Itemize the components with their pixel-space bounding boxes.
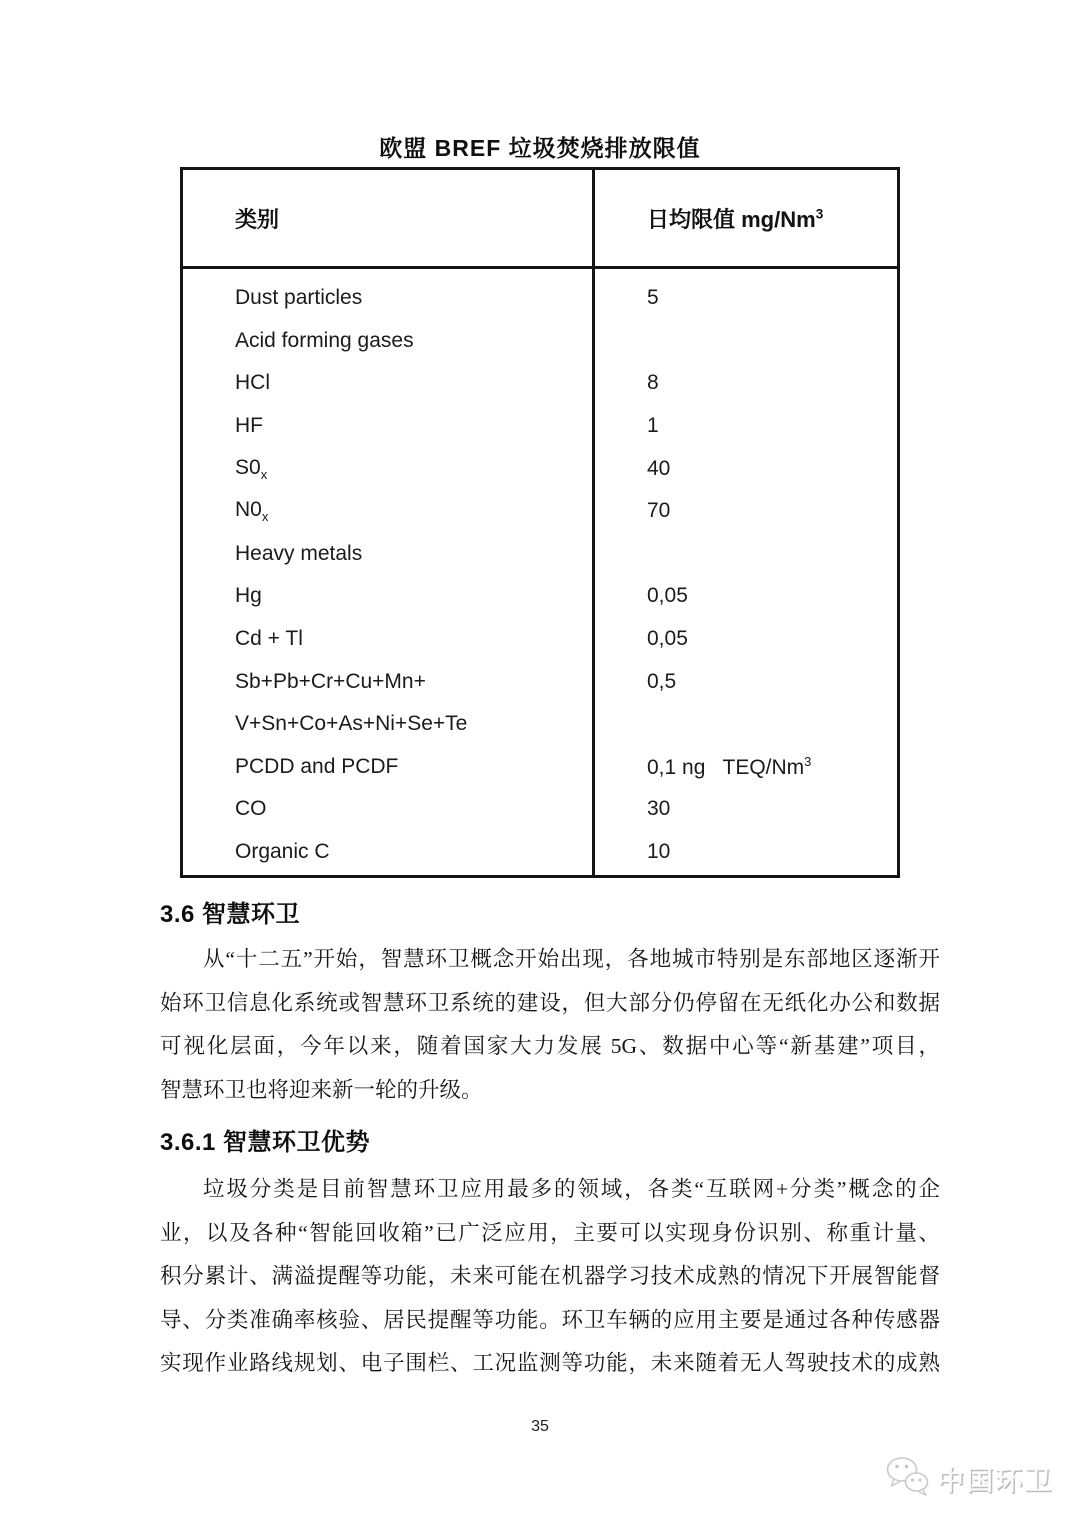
watermark-brand-text: 中国环卫 [937, 1466, 1053, 1496]
paragraph-3-6 [160, 938, 940, 1112]
page-number: 35 [531, 1418, 549, 1435]
table-row [183, 405, 897, 448]
limit-cell: 8 [647, 371, 659, 395]
table-header-row [183, 170, 897, 269]
table-row [183, 533, 897, 576]
category-cell: V+Sn+Co+As+Ni+Se+Te [235, 712, 468, 736]
paragraph-line: 可视化层面，今年以来，随着国家大力发展 5G、数据中心等“新基建”项目， [160, 1034, 940, 1059]
category-cell: HCl [235, 371, 270, 395]
category-cell: $S0_x$ [235, 455, 268, 482]
paragraph-line: 导、分类准确率核验、居民提醒等功能。环卫车辆的应用主要是通过各种传感器 [160, 1307, 940, 1332]
table-row [183, 320, 897, 363]
watermark [884, 1455, 1053, 1502]
limit-cell: 30 [647, 797, 671, 821]
table-row [183, 447, 897, 490]
wechat-icon [884, 1455, 930, 1502]
table-row [183, 831, 897, 874]
category-cell: Acid forming gases [235, 328, 414, 352]
limit-cell: 0,5 [647, 669, 677, 693]
paragraph-line: 业，以及各种“智能回收箱”已广泛应用，主要可以实现身份识别、称重计量、 [160, 1220, 940, 1245]
section-heading-3-6-1: 3.6.1 智慧环卫优势 [160, 1129, 371, 1156]
table-row [183, 575, 897, 618]
category-cell: CO [235, 797, 267, 821]
limit-cell: 0,05 [647, 584, 688, 608]
paragraph-3-6-1 [160, 1168, 940, 1386]
limit-cell: 10 [647, 840, 671, 864]
table-row [183, 362, 897, 405]
category-cell: Dust particles [235, 286, 363, 310]
paragraph-line: 垃圾分类是目前智慧环卫应用最多的领域，各类“互联网+分类”概念的企 [203, 1177, 940, 1201]
paragraph-line: 始环卫信息化系统或智慧环卫系统的建设，但大部分仍停留在无纸化办公和数据 [160, 990, 940, 1015]
paragraph-line: 积分累计、满溢提醒等功能，未来可能在机器学习技术成熟的情况下开展智能督 [160, 1264, 940, 1289]
limit-cell: 70 [647, 499, 671, 523]
limit-cell: 0,1 ng TEQ/Nm$^3$ [647, 753, 812, 779]
category-cell: Hg [235, 584, 262, 608]
category-cell: Sb+Pb+Cr+Cu+Mn+ [235, 669, 426, 693]
table-row [183, 490, 897, 533]
limit-cell: 5 [647, 286, 659, 310]
paragraph-line: 从“十二五”开始，智慧环卫概念开始出现，各地城市特别是东部地区逐渐开 [203, 947, 940, 971]
table-body [183, 269, 897, 873]
table-row [183, 746, 897, 789]
table-row [183, 277, 897, 320]
limit-cell: 40 [647, 456, 671, 480]
table-row [183, 703, 897, 746]
emission-limits-table [180, 167, 900, 878]
table-row [183, 618, 897, 661]
category-cell: Heavy metals [235, 541, 363, 565]
table-row [183, 788, 897, 831]
header-category: 类别 [235, 206, 280, 232]
category-cell: Organic C [235, 840, 330, 864]
table-column-divider [592, 170, 595, 875]
header-limit [595, 203, 897, 234]
category-cell: Cd + Tl [235, 627, 303, 651]
header-limit-superscript: 3 [815, 206, 824, 222]
table-title: 欧盟 BREF 垃圾焚烧排放限值 [379, 135, 701, 161]
category-cell: PCDD and PCDF [235, 754, 399, 778]
table-row [183, 660, 897, 703]
category-cell: HF [235, 414, 263, 438]
paragraph-line: 实现作业路线规划、电子围栏、工况监测等功能，未来随着无人驾驶技术的成熟 [160, 1351, 940, 1376]
category-cell: $N0_x$ [235, 498, 269, 525]
section-heading-3-6: 3.6 智慧环卫 [160, 901, 301, 928]
limit-cell: 1 [647, 414, 659, 438]
paragraph-line: 智慧环卫也将迎来新一轮的升级。 [160, 1077, 483, 1102]
header-limit-text: 日均限值 mg/Nm [647, 206, 816, 232]
limit-cell: 0,05 [647, 627, 688, 651]
